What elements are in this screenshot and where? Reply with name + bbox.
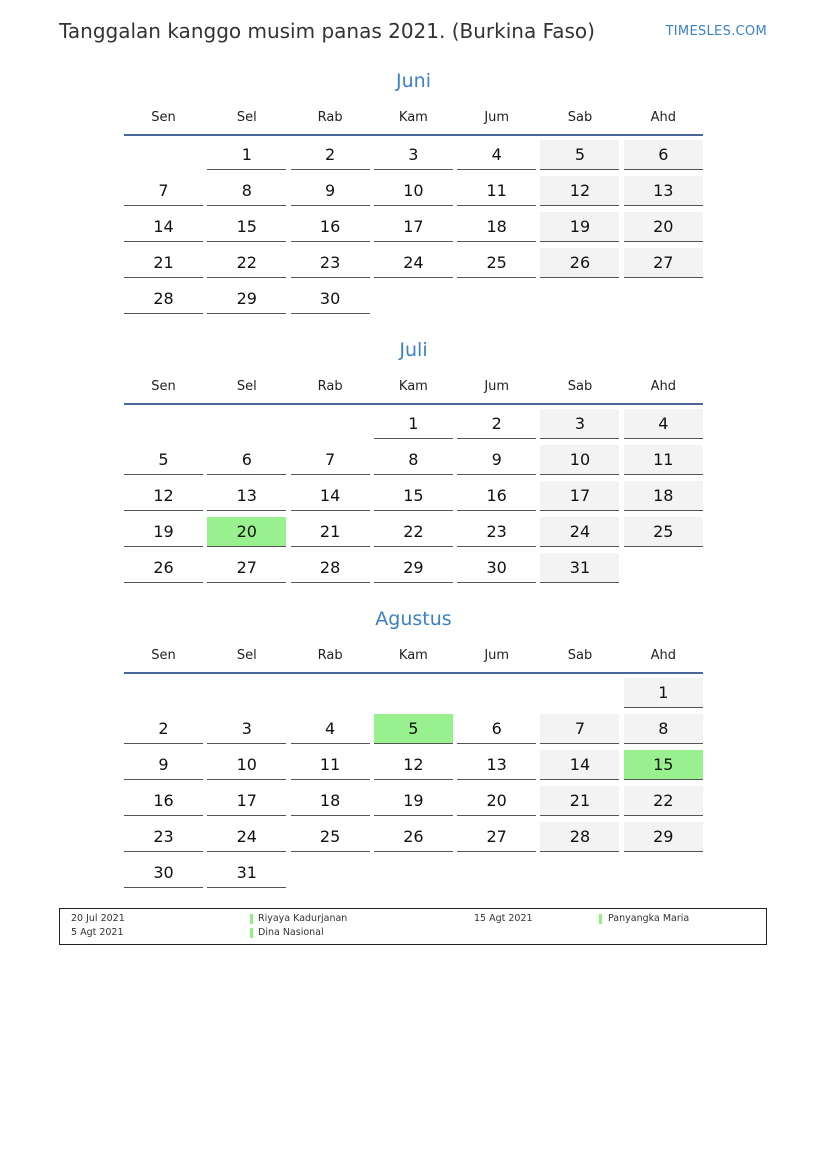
day-cell: 12 <box>124 481 203 511</box>
month-name: Agustus <box>375 608 452 630</box>
weekday-label: Sen <box>151 647 176 663</box>
day-cell: 28 <box>540 822 619 852</box>
day-cell: 25 <box>624 517 703 547</box>
weekday-label: Ahd <box>650 647 676 663</box>
holiday-marker-icon <box>599 914 602 924</box>
empty-day-cell <box>374 678 453 708</box>
month-block <box>124 604 703 890</box>
day-cell: 9 <box>124 750 203 780</box>
holiday-marker-icon <box>250 914 253 924</box>
empty-day-cell <box>457 284 536 314</box>
week-row <box>124 674 703 710</box>
empty-day-cell <box>124 140 203 170</box>
day-cell: 9 <box>457 445 536 475</box>
day-cell: 24 <box>374 248 453 278</box>
week-row <box>124 513 703 549</box>
empty-day-cell <box>207 409 286 439</box>
empty-day-cell <box>540 284 619 314</box>
week-row <box>124 746 703 782</box>
day-cell: 11 <box>457 176 536 206</box>
legend-date: 5 Agt 2021 <box>71 927 124 938</box>
day-cell: 10 <box>540 445 619 475</box>
day-cell: 16 <box>291 212 370 242</box>
week-row <box>124 710 703 746</box>
day-cell: 16 <box>457 481 536 511</box>
weekday-label: Rab <box>317 378 343 394</box>
day-cell: 8 <box>207 176 286 206</box>
day-cell: 21 <box>540 786 619 816</box>
week-row <box>124 477 703 513</box>
weekday-label: Rab <box>317 647 343 663</box>
day-cell: 20 <box>624 212 703 242</box>
weekday-label: Kam <box>398 378 428 394</box>
day-cell: 11 <box>291 750 370 780</box>
day-cell: 12 <box>374 750 453 780</box>
empty-day-cell <box>624 553 703 583</box>
day-cell: 23 <box>291 248 370 278</box>
day-cell: 25 <box>291 822 370 852</box>
holiday-day-cell: 20 <box>207 517 286 547</box>
week-row <box>124 854 703 890</box>
week-row <box>124 244 703 280</box>
weekday-label: Jum <box>484 109 510 125</box>
day-cell: 27 <box>457 822 536 852</box>
day-cell: 22 <box>624 786 703 816</box>
day-cell: 29 <box>374 553 453 583</box>
day-cell: 5 <box>124 445 203 475</box>
day-cell: 30 <box>124 858 203 888</box>
week-row <box>124 549 703 585</box>
day-cell: 14 <box>540 750 619 780</box>
day-cell: 6 <box>207 445 286 475</box>
weekday-label: Sab <box>567 647 593 663</box>
weekday-label: Sen <box>151 109 176 125</box>
day-cell: 8 <box>624 714 703 744</box>
day-cell: 9 <box>291 176 370 206</box>
day-cell: 2 <box>291 140 370 170</box>
empty-day-cell <box>291 858 370 888</box>
day-cell: 26 <box>540 248 619 278</box>
weekday-header <box>124 638 703 674</box>
legend-date: 15 Agt 2021 <box>474 913 533 924</box>
day-cell: 4 <box>457 140 536 170</box>
holiday-marker-icon <box>250 928 253 938</box>
page-title: Tanggalan kanggo musim panas 2021. (Burkina Faso) <box>59 19 595 43</box>
day-cell: 11 <box>624 445 703 475</box>
empty-day-cell <box>624 858 703 888</box>
week-row <box>124 818 703 854</box>
day-cell: 17 <box>374 212 453 242</box>
weekday-label: Ahd <box>650 378 676 394</box>
day-cell: 31 <box>207 858 286 888</box>
day-cell: 12 <box>540 176 619 206</box>
day-cell: 30 <box>457 553 536 583</box>
weekday-label: Ahd <box>650 109 676 125</box>
day-cell: 13 <box>624 176 703 206</box>
day-cell: 15 <box>207 212 286 242</box>
day-cell: 5 <box>540 140 619 170</box>
day-cell: 14 <box>291 481 370 511</box>
day-cell: 2 <box>457 409 536 439</box>
day-cell: 8 <box>374 445 453 475</box>
weekday-label: Kam <box>398 647 428 663</box>
weekday-label: Rab <box>317 109 343 125</box>
day-cell: 15 <box>374 481 453 511</box>
day-cell: 10 <box>374 176 453 206</box>
weekday-header <box>124 100 703 136</box>
day-cell: 17 <box>540 481 619 511</box>
day-cell: 29 <box>624 822 703 852</box>
week-row <box>124 172 703 208</box>
holiday-day-cell: 15 <box>624 750 703 780</box>
weekday-label: Sel <box>236 109 257 125</box>
weekday-label: Sen <box>151 378 176 394</box>
month-block <box>124 335 703 585</box>
day-cell: 19 <box>540 212 619 242</box>
day-cell: 4 <box>624 409 703 439</box>
day-cell: 27 <box>624 248 703 278</box>
day-cell: 3 <box>374 140 453 170</box>
day-cell: 27 <box>207 553 286 583</box>
legend-holiday-name: Panyangka Maria <box>608 913 690 924</box>
weekday-label: Kam <box>398 109 428 125</box>
day-cell: 13 <box>457 750 536 780</box>
week-row <box>124 208 703 244</box>
day-cell: 20 <box>457 786 536 816</box>
weekday-header <box>124 369 703 405</box>
day-cell: 23 <box>457 517 536 547</box>
brand-link[interactable]: TIMESLES.COM <box>665 24 767 39</box>
day-cell: 17 <box>207 786 286 816</box>
empty-day-cell <box>540 678 619 708</box>
holiday-legend <box>59 908 767 945</box>
week-row <box>124 782 703 818</box>
month-name: Juli <box>399 339 428 361</box>
holiday-day-cell: 5 <box>374 714 453 744</box>
day-cell: 21 <box>291 517 370 547</box>
day-cell: 21 <box>124 248 203 278</box>
day-cell: 24 <box>207 822 286 852</box>
day-cell: 24 <box>540 517 619 547</box>
day-cell: 1 <box>624 678 703 708</box>
empty-day-cell <box>374 858 453 888</box>
week-row <box>124 405 703 441</box>
day-cell: 7 <box>540 714 619 744</box>
empty-day-cell <box>207 678 286 708</box>
empty-day-cell <box>291 678 370 708</box>
day-cell: 18 <box>457 212 536 242</box>
empty-day-cell <box>124 678 203 708</box>
day-cell: 7 <box>291 445 370 475</box>
weekday-label: Sab <box>567 109 593 125</box>
day-cell: 19 <box>374 786 453 816</box>
week-row <box>124 441 703 477</box>
empty-day-cell <box>374 284 453 314</box>
day-cell: 10 <box>207 750 286 780</box>
legend-holiday-name: Dina Nasional <box>258 927 324 938</box>
day-cell: 1 <box>374 409 453 439</box>
day-cell: 6 <box>624 140 703 170</box>
day-cell: 22 <box>207 248 286 278</box>
day-cell: 6 <box>457 714 536 744</box>
day-cell: 7 <box>124 176 203 206</box>
empty-day-cell <box>624 284 703 314</box>
day-cell: 13 <box>207 481 286 511</box>
day-cell: 18 <box>291 786 370 816</box>
day-cell: 2 <box>124 714 203 744</box>
weekday-label: Sel <box>236 378 257 394</box>
day-cell: 29 <box>207 284 286 314</box>
weekday-label: Jum <box>484 647 510 663</box>
empty-day-cell <box>457 678 536 708</box>
day-cell: 14 <box>124 212 203 242</box>
empty-day-cell <box>124 409 203 439</box>
day-cell: 19 <box>124 517 203 547</box>
day-cell: 16 <box>124 786 203 816</box>
empty-day-cell <box>457 858 536 888</box>
day-cell: 28 <box>124 284 203 314</box>
day-cell: 26 <box>374 822 453 852</box>
day-cell: 28 <box>291 553 370 583</box>
legend-date: 20 Jul 2021 <box>71 913 125 924</box>
weekday-label: Sel <box>236 647 257 663</box>
weekday-label: Sab <box>567 378 593 394</box>
empty-day-cell <box>540 858 619 888</box>
day-cell: 22 <box>374 517 453 547</box>
weekday-label: Jum <box>484 378 510 394</box>
day-cell: 30 <box>291 284 370 314</box>
day-cell: 31 <box>540 553 619 583</box>
empty-day-cell <box>291 409 370 439</box>
day-cell: 18 <box>624 481 703 511</box>
week-row <box>124 136 703 172</box>
day-cell: 23 <box>124 822 203 852</box>
day-cell: 26 <box>124 553 203 583</box>
week-row <box>124 280 703 316</box>
day-cell: 3 <box>540 409 619 439</box>
day-cell: 3 <box>207 714 286 744</box>
day-cell: 1 <box>207 140 286 170</box>
day-cell: 4 <box>291 714 370 744</box>
day-cell: 25 <box>457 248 536 278</box>
month-block <box>124 66 703 316</box>
legend-holiday-name: Riyaya Kadurjanan <box>258 913 348 924</box>
month-name: Juni <box>396 70 431 92</box>
